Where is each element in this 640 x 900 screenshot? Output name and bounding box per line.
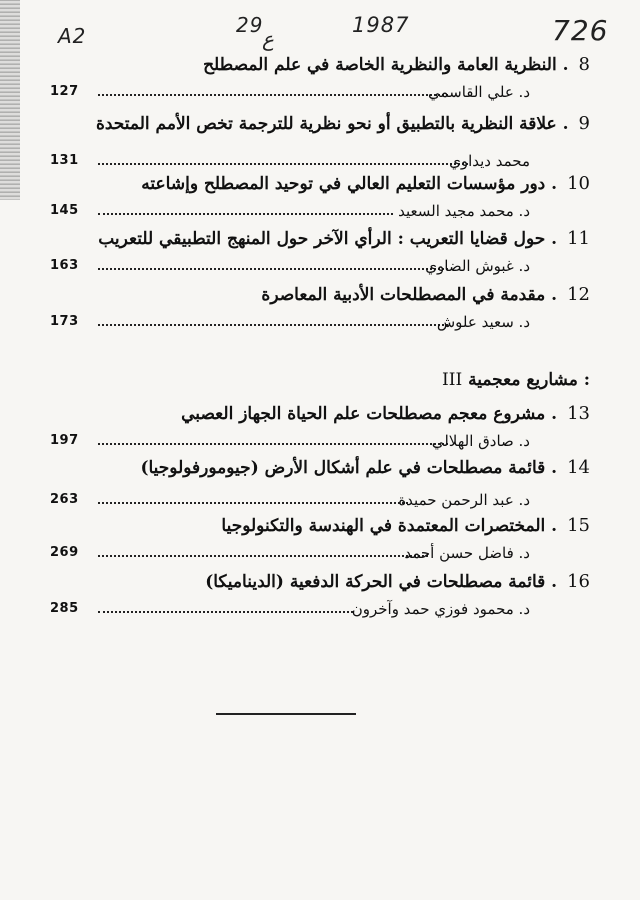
author: د. محمود فوزي حمد وآخرون (351, 600, 530, 618)
toc-entry-author-row (50, 199, 590, 223)
entry-title: . مشروع معجم مصطلحات علم الحياة الجهاز العصبي (181, 404, 558, 424)
handwritten-year: 1987 (352, 13, 410, 37)
entry-title: . دور مؤسسات التعليم العالي في توحيد المصطلح وإشاعته (141, 174, 558, 194)
dot-leader (98, 213, 393, 215)
toc-entry (50, 570, 590, 621)
toc-entry-author-row (50, 541, 590, 565)
section-roman-numeral: III (442, 370, 463, 390)
toc-entry-author-row (50, 488, 590, 512)
toc-entry-title-row (50, 570, 590, 594)
author: د. فاضل حسن أحمد (404, 544, 530, 562)
entry-title: . علاقة النظرية بالتطبيق أو نحو نظرية للترجمة تخص الأمم المتحدة (95, 114, 569, 134)
toc-entry-author-row (50, 310, 590, 334)
handwritten-month: ع (262, 27, 274, 51)
entry-number: 14 (567, 457, 590, 478)
entry-number: 12 (567, 284, 590, 305)
toc-entry-title-row (50, 112, 590, 136)
entry-number: 8 (578, 54, 590, 75)
author: د. محمد مجيد السعيد (398, 202, 530, 220)
page-number: 131 (50, 153, 79, 168)
toc-entry-author-row (50, 149, 590, 173)
page-number: 269 (50, 545, 79, 560)
section-title: : مشاريع معجمية (468, 370, 590, 390)
toc-entry-title-row (50, 514, 590, 538)
handwritten-day: 29 (236, 13, 264, 37)
author: د. عبد الرحمن حميدة (398, 491, 530, 509)
toc-entry-title-row (50, 456, 590, 480)
handwritten-ref: A2 (58, 24, 87, 48)
dot-leader (98, 502, 408, 504)
page-number: 173 (50, 314, 79, 329)
page-number: 163 (50, 258, 79, 273)
page-number: 127 (50, 84, 79, 99)
entry-title: . النظرية العامة والنظرية الخاصة في علم المصطلح (203, 55, 569, 75)
dot-leader (98, 94, 448, 96)
toc-entry-title-row (50, 402, 590, 426)
entry-number: 11 (567, 228, 590, 249)
page-number: 197 (50, 433, 79, 448)
handwritten-number: 726 (552, 14, 609, 47)
horizontal-rule (216, 713, 356, 715)
toc-entry-author-row (50, 429, 590, 453)
scan-edge-artifact (0, 0, 20, 200)
entry-number: 10 (567, 173, 590, 194)
dot-leader (98, 611, 353, 613)
toc-entry-title-row (50, 227, 590, 251)
entry-number: 13 (567, 403, 590, 424)
toc-entry-title-row (50, 172, 590, 196)
author: د. غبوش الضاوي (425, 257, 530, 275)
toc-entry (50, 112, 590, 173)
page-number: 263 (50, 492, 79, 507)
author: د. سعيد علوش (436, 313, 530, 331)
entry-title: . قائمة مصطلحات في الحركة الدفعية (الديناميكا) (205, 572, 558, 592)
toc-entry (50, 53, 590, 104)
toc-entry-title-row (50, 283, 590, 307)
toc-entry-author-row (50, 254, 590, 278)
dot-leader (98, 555, 428, 557)
dot-leader (98, 443, 448, 445)
page-number: 145 (50, 203, 79, 218)
entry-number: 9 (578, 113, 590, 134)
toc-entry (50, 227, 590, 278)
page-number: 285 (50, 601, 79, 616)
dot-leader (98, 324, 448, 326)
author: د. صادق الهلالي (431, 432, 530, 450)
entry-title: . مقدمة في المصطلحات الأدبية المعاصرة (261, 285, 558, 305)
toc-entry-author-row (50, 597, 590, 621)
entry-title: . حول قضايا التعريب : الرأي الآخر حول المنهج التطبيقي للتعريب (98, 229, 558, 249)
entry-title: . قائمة مصطلحات في علم أشكال الأرض (جيومورفولوجيا) (140, 458, 558, 478)
toc-entry-author-row (50, 80, 590, 104)
toc-entry (50, 172, 590, 223)
toc-entry (50, 402, 590, 453)
author: د. علي القاسمي (427, 83, 530, 101)
entry-title: . المختصرات المعتمدة في الهندسة والتكنولوجيا (221, 516, 558, 536)
entry-number: 16 (567, 571, 590, 592)
dot-leader (98, 163, 468, 165)
toc-entry (50, 514, 590, 565)
entry-number: 15 (567, 515, 590, 536)
toc-entry-title-row (50, 53, 590, 77)
toc-entry (50, 456, 590, 512)
dot-leader (98, 268, 448, 270)
author: محمد ديداوي (449, 152, 530, 170)
toc-entry (50, 283, 590, 334)
section-heading (80, 368, 590, 392)
